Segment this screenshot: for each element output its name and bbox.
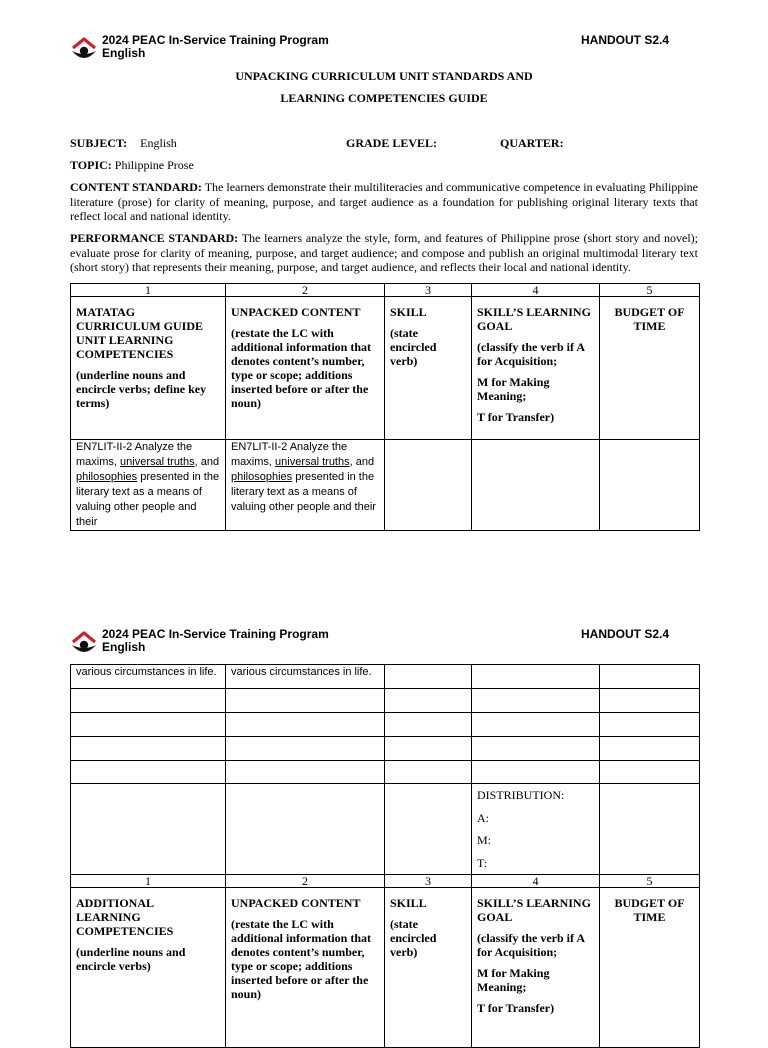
distribution-a: A: <box>477 810 489 825</box>
program-subject: English <box>102 46 146 60</box>
program-subject: English <box>102 640 146 654</box>
program-title: 2024 PEAC In-Service Training Program <box>102 627 329 641</box>
continuation-table <box>70 664 700 1048</box>
competency-cell: EN7LIT-II-2 Analyze the maxims, universal truths, and philosophies presented in the literary text as a means of valuing other people and their <box>71 440 226 531</box>
doc-title-line2: LEARNING COMPETENCIES GUIDE <box>280 91 488 105</box>
table-row <box>71 737 700 761</box>
topic-label: TOPIC: <box>70 158 112 172</box>
distribution-t: T: <box>477 855 488 870</box>
header-additional-competencies: ADDITIONAL LEARNING COMPETENCIES (underline nouns and encircle verbs) <box>71 888 226 1048</box>
quarter-label: QUARTER: <box>500 136 564 150</box>
header-learning-goal: SKILL’S LEARNING GOAL (classify the verb if A for Acquisition; M for Making Meaning; T for Transfer) <box>472 297 600 440</box>
competency-cell: various circumstances in life. <box>71 665 226 689</box>
budget-cell <box>600 665 700 689</box>
column-number: 2 <box>226 875 385 888</box>
column-number: 1 <box>71 284 226 297</box>
table-row <box>71 665 700 689</box>
doc-title-line1: UNPACKING CURRICULUM UNIT STANDARDS AND <box>235 69 533 83</box>
subject-row <box>70 136 177 151</box>
budget-cell <box>600 440 700 531</box>
skill-cell <box>385 440 472 531</box>
column-number: 1 <box>71 875 226 888</box>
program-title: 2024 PEAC In-Service Training Program <box>102 33 329 47</box>
performance-standard-text: The learners analyze the style, form, and features of Philippine prose (short story and novel); evaluate prose for clarity of meaning, purpose, and target audience; and compose and publish an original multimodal literary text (short story) that represents their meaning, purpose, and target audience, and reflects their local and national identity. <box>70 231 698 274</box>
table-row <box>71 761 700 784</box>
peac-logo-icon <box>70 35 98 63</box>
column-number: 2 <box>226 284 385 297</box>
distribution-m: M: <box>477 833 492 847</box>
column-number: 4 <box>472 875 600 888</box>
performance-standard-label: PERFORMANCE STANDARD: <box>70 231 239 245</box>
subject-label: SUBJECT: <box>70 136 128 150</box>
distribution-label: DISTRIBUTION: <box>477 788 565 802</box>
unpacked-content-cell: EN7LIT-II-2 Analyze the maxims, universal truths, and philosophies presented in the literary text as a means of valuing other people and their <box>226 440 385 531</box>
content-standard-label: CONTENT STANDARD: <box>70 180 202 194</box>
column-number: 4 <box>472 284 600 297</box>
column-number: 5 <box>600 875 700 888</box>
content-standard <box>70 180 698 224</box>
column-number-row <box>71 875 700 888</box>
column-number: 3 <box>385 875 472 888</box>
subject-value: English <box>140 136 177 150</box>
header-learning-goal: SKILL’S LEARNING GOAL (classify the verb if A for Acquisition; M for Making Meaning; T for Transfer) <box>472 888 600 1048</box>
topic-row <box>70 158 194 173</box>
column-number: 5 <box>600 284 700 297</box>
column-number: 3 <box>385 284 472 297</box>
topic-value: Philippine Prose <box>114 158 194 172</box>
learning-goal-cell <box>472 440 600 531</box>
column-number-row <box>71 284 700 297</box>
distribution-cell <box>472 784 600 875</box>
header-skill: SKILL (state encircled verb) <box>385 888 472 1048</box>
learning-goal-cell <box>472 665 600 689</box>
content-standard-text: The learners demonstrate their multiliteracies and communicative competence in evaluating Philippine literature (prose) for clarity of meaning, purpose, and target audience as a foundation for publishing original literary texts that reflect local and national identity. <box>70 180 698 223</box>
handout-label: HANDOUT S2.4 <box>581 627 670 641</box>
header-learning-competencies: MATATAG CURRICULUM GUIDE UNIT LEARNING COMPETENCIES (underline nouns and encircle verbs; define key terms) <box>71 297 226 440</box>
peac-logo-icon <box>70 629 98 657</box>
header-skill: SKILL (state encircled verb) <box>385 297 472 440</box>
table-header-row <box>71 297 700 440</box>
page-header <box>70 627 670 661</box>
distribution-row <box>71 784 700 875</box>
grade-level-label: GRADE LEVEL: <box>346 136 438 150</box>
header-budget-of-time: BUDGET OF TIME <box>600 297 700 440</box>
header-budget-of-time: BUDGET OF TIME <box>600 888 700 1048</box>
header-unpacked-content: UNPACKED CONTENT (restate the LC with additional information that denotes content’s number, type or scope; additions inserted before or after the noun) <box>226 297 385 440</box>
performance-standard <box>70 231 698 275</box>
header-unpacked-content: UNPACKED CONTENT (restate the LC with additional information that denotes content’s number, type or scope; additions inserted before or after the noun) <box>226 888 385 1048</box>
skill-cell <box>385 665 472 689</box>
table-row <box>71 440 700 531</box>
competencies-table <box>70 283 700 531</box>
table-row <box>71 713 700 737</box>
table-row <box>71 689 700 713</box>
page-header <box>70 33 670 67</box>
handout-label: HANDOUT S2.4 <box>581 33 670 47</box>
unpacked-content-cell: various circumstances in life. <box>226 665 385 689</box>
